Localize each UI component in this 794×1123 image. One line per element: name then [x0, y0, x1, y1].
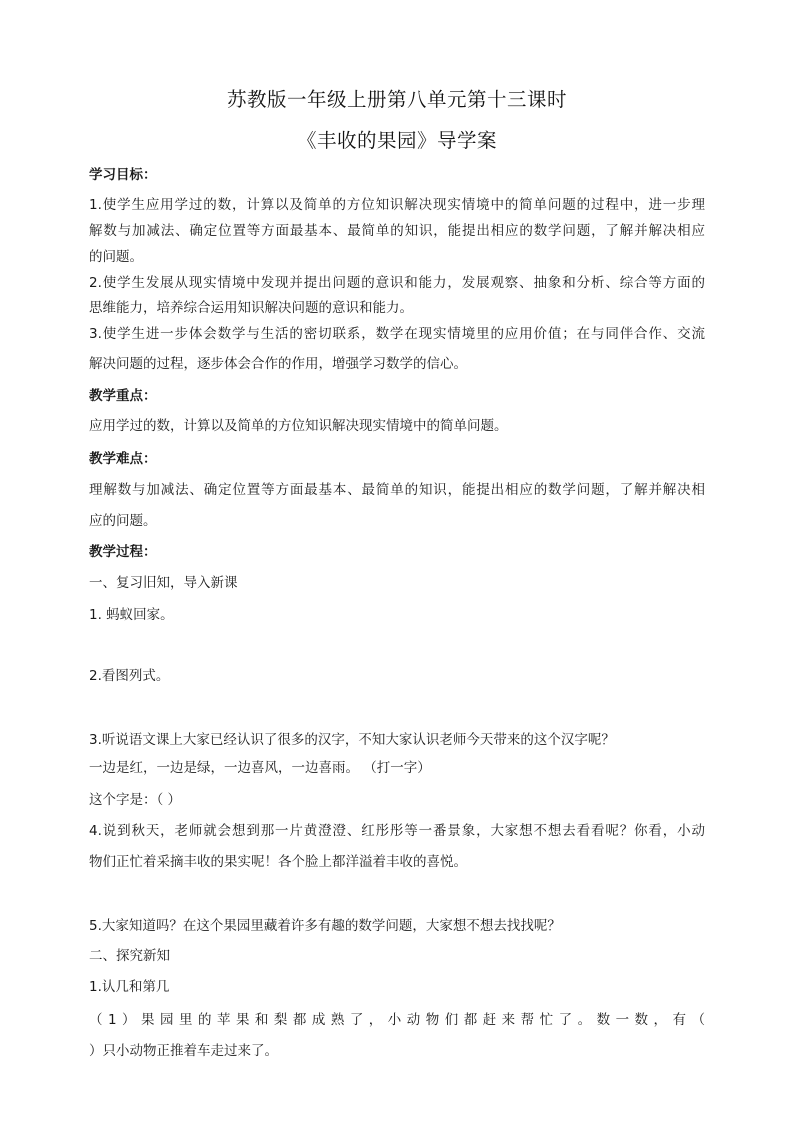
objective-1-line-3: 的问题。 [89, 249, 143, 265]
objective-2-line-2: 思维能力，培养综合运用知识解决问题的意识和能力。 [89, 300, 413, 316]
riddle-text: 一边是红，一边是绿，一边喜风，一边喜雨。 （打一字） [89, 760, 431, 776]
document-title: 苏教版一年级上册第八单元第十三课时 [226, 88, 567, 111]
key-points-text: 应用学过的数，计算以及简单的方位知识解决现实情境中的简单问题。 [89, 418, 508, 434]
document-subtitle: 《丰收的果园》导学案 [296, 129, 497, 152]
difficulties-line-2: 应的问题。 [89, 513, 157, 529]
subsection-1-heading: 1.认几和第几 [89, 979, 170, 995]
process-heading: 教学过程： [89, 544, 157, 560]
difficulties-heading: 教学难点： [89, 451, 157, 467]
question-1-line-2: ）只小动物正推着车走过来了。 [89, 1043, 278, 1059]
objective-1-line-2: 解数与加减法、确定位置等方面最基本、最简单的知识，能提出相应的数学问题，了解并解决相应 [89, 223, 705, 239]
section-2-heading: 二、探究新知 [89, 948, 170, 964]
difficulties-line-1: 理解数与加减法、确定位置等方面最基本、最简单的知识，能提出相应的数学问题，了解并解决相 [89, 482, 705, 498]
step-1-text: 1. 蚂蚁回家。 [89, 607, 174, 623]
objective-3-line-1: 3.使学生进一步体会数学与生活的密切联系，数学在现实情境里的应用价值；在与同伴合作、交流 [89, 326, 705, 342]
objectives-heading: 学习目标： [89, 167, 157, 183]
objective-1-line-1: 1.使学生应用学过的数，计算以及简单的方位知识解决现实情境中的简单问题的过程中，进一步理 [89, 197, 705, 213]
step-4-line-1: 4.说到秋天，老师就会想到那一片黄澄澄、红彤彤等一番景象，大家想不想去看看呢？你看，小动 [89, 823, 705, 839]
step-2-text: 2.看图列式。 [89, 668, 170, 684]
step-4-line-2: 物们正忙着采摘丰收的果实呢！各个脸上都洋溢着丰收的喜悦。 [89, 854, 467, 870]
step-3-text: 3.听说语文课上大家已经认识了很多的汉字，不知大家认识老师今天带来的这个汉字呢？ [89, 732, 615, 748]
objective-3-line-2: 解决问题的过程，逐步体会合作的作用，增强学习数学的信心。 [89, 356, 467, 372]
step-5-text: 5.大家知道吗？在这个果园里藏着许多有趣的数学问题，大家想不想去找找呢？ [89, 918, 561, 934]
riddle-answer: 这个字是：（ ） [89, 792, 182, 808]
objective-2-line-1: 2.使学生发展从现实情境中发现并提出问题的意识和能力，发展观察、抽象和分析、综合等方面的 [89, 275, 705, 291]
question-1-line-1: （1）果园里的苹果和梨都成熟了，小动物们都赶来帮忙了。数一数，有（ [89, 1012, 705, 1028]
key-points-heading: 教学重点： [89, 388, 157, 404]
section-1-heading: 一、复习旧知，导入新课 [89, 575, 238, 591]
